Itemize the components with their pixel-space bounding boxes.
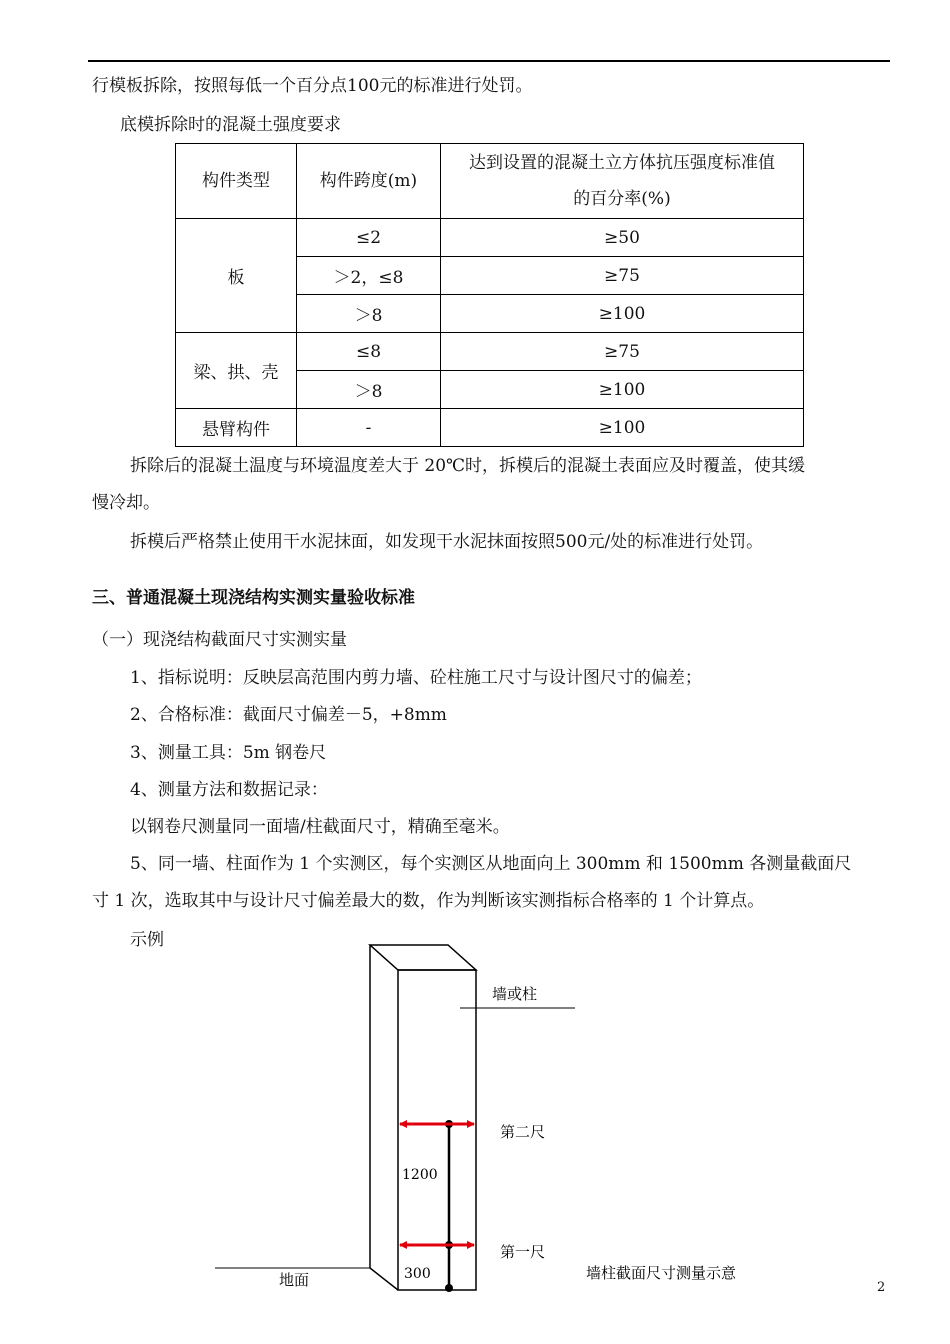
list-item: 5、同一墙、柱面作为 1 个实测区，每个实测区从地面向上 300mm 和 1500mm 各测量截面尺 xyxy=(130,854,852,874)
paragraph-temperature-line2: 慢冷却。 xyxy=(92,493,160,513)
column-prism xyxy=(370,945,476,1290)
table-caption: 底模拆除时的混凝土强度要求 xyxy=(120,115,341,135)
ground-label: 地面 xyxy=(279,1271,310,1289)
column-top-face xyxy=(370,945,476,970)
list-item: 4、测量方法和数据记录： xyxy=(130,780,328,800)
rate-cell: ≥75 xyxy=(441,333,804,371)
paragraph-continuation: 行模板拆除，按照每低一个百分点100元的标准进行处罚。 xyxy=(92,76,533,96)
page-number: 2 xyxy=(877,1280,886,1295)
list-item-detail: 以钢卷尺测量同一面墙/柱截面尺寸，精确至毫米。 xyxy=(130,817,510,837)
dimension-1200: 1200 xyxy=(402,1167,438,1183)
rate-cell: ≥75 xyxy=(441,257,804,295)
rate-cell: ≥100 xyxy=(441,409,804,447)
section-heading: 三、普通混凝土现浇结构实测实量验收标准 xyxy=(92,588,415,608)
list-item: 1、指标说明：反映层高范围内剪力墙、砼柱施工尺寸与设计图尺寸的偏差； xyxy=(130,668,702,688)
header-rate-line2: 的百分率(%) xyxy=(573,189,671,209)
header-span: 构件跨度(m) xyxy=(297,144,441,219)
first-measure-label: 第一尺 xyxy=(500,1243,546,1261)
span-cell: ＞8 xyxy=(297,295,441,333)
span-cell: ＞8 xyxy=(297,371,441,409)
second-measure-label: 第二尺 xyxy=(500,1123,546,1141)
rate-cell: ≥50 xyxy=(441,219,804,257)
rate-cell: ≥100 xyxy=(441,295,804,333)
type-cell: 悬臂构件 xyxy=(176,409,297,447)
column-side-edge xyxy=(370,945,398,1290)
dimension-300: 300 xyxy=(404,1266,431,1282)
span-cell: - xyxy=(297,409,441,447)
subsection-heading: （一）现浇结构截面尺寸实测实量 xyxy=(92,630,347,650)
header-rate-line1: 达到设置的混凝土立方体抗压强度标准值 xyxy=(469,153,775,173)
rate-cell: ≥100 xyxy=(441,371,804,409)
paragraph-penalty: 拆模后严格禁止使用干水泥抹面，如发现干水泥抹面按照500元/处的标准进行处罚。 xyxy=(130,532,764,552)
list-item: 3、测量工具：5m 钢卷尺 xyxy=(130,743,327,763)
wall-label: 墙或柱 xyxy=(492,985,538,1003)
type-cell: 梁、拱、壳 xyxy=(176,333,297,409)
span-cell: ≤2 xyxy=(297,219,441,257)
measure-point-ground xyxy=(445,1284,453,1292)
header-type: 构件类型 xyxy=(176,144,297,219)
example-label: 示例 xyxy=(130,930,164,950)
span-cell: ＞2，≤8 xyxy=(297,257,441,295)
paragraph-temperature-line1: 拆除后的混凝土温度与环境温度差大于 20℃时，拆模后的混凝土表面应及时覆盖，使其缓 xyxy=(130,456,806,476)
type-cell: 板 xyxy=(176,219,297,333)
column-front-face xyxy=(398,970,476,1290)
span-cell: ≤8 xyxy=(297,333,441,371)
list-item: 2、合格标准：截面尺寸偏差－5，+8mm xyxy=(130,705,447,725)
list-item-continuation: 寸 1 次，选取其中与设计尺寸偏差最大的数，作为判断该实测指标合格率的 1 个计算点。 xyxy=(92,891,765,911)
figure-caption: 墙柱截面尺寸测量示意 xyxy=(586,1264,737,1282)
